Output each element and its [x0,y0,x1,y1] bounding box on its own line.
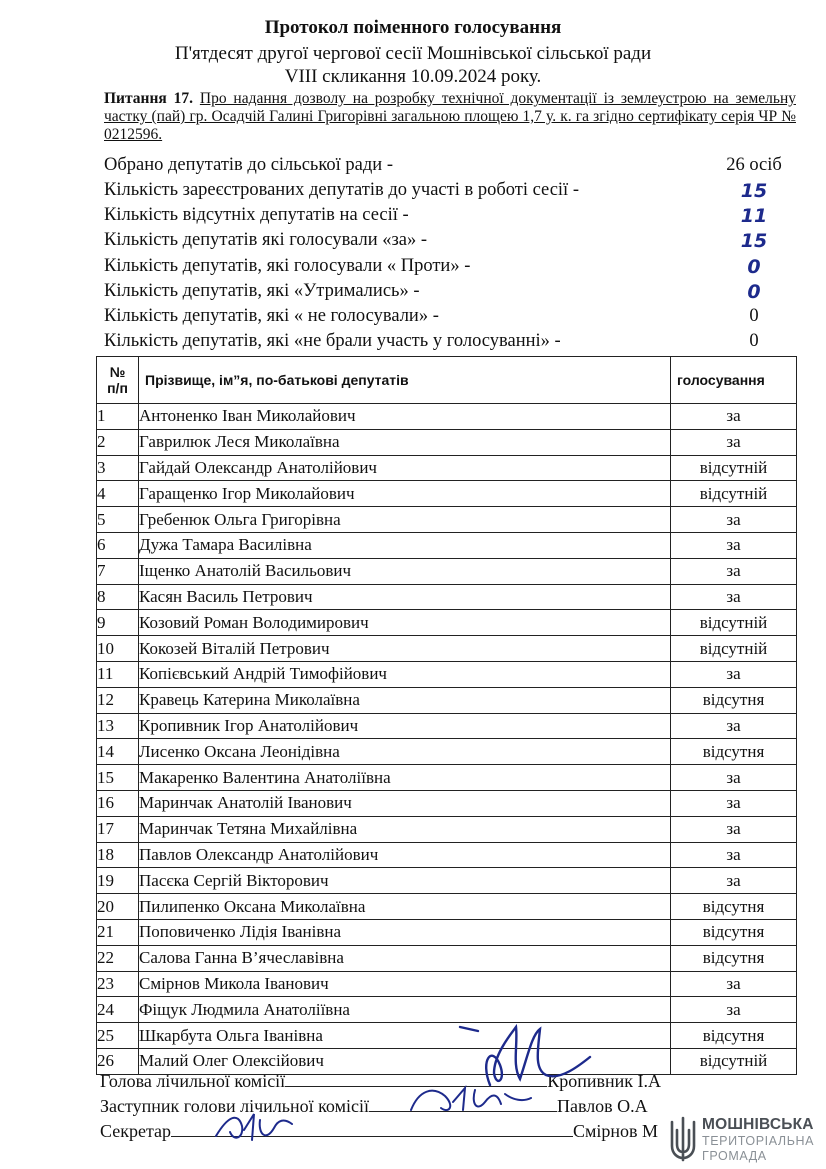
deputy-name: Лисенко Оксана Леонідівна [139,739,671,765]
column-header-name: Прізвище, ім”я, по-батькові депутатів [139,357,671,404]
table-row [97,790,797,816]
stat-label: Кількість депутатів, які «Утримались» - [104,281,420,301]
row-number: 10 [97,636,139,662]
stat-value: 0 [749,306,759,326]
stat-value-handwritten: 11 [740,205,768,227]
stat-row [104,281,804,305]
vote-result: за [671,661,797,687]
logo-line-3: ГРОМАДА [702,1149,767,1163]
stat-row [104,331,804,355]
deputy-signature-scribble [405,1080,535,1120]
convocation-date-line: VIII скликання 10.09.2024 року. [284,66,542,87]
table-row [97,584,797,610]
stat-label: Кількість депутатів, які голосували « Проти» - [104,256,471,276]
stat-label: Кількість депутатів, які «не брали участь у голосуванні» - [104,331,561,351]
stat-value: 0 [749,331,759,351]
deputy-name: Козовий Роман Володимирович [139,610,671,636]
deputy-name: Малий Олег Олексійович [139,1048,671,1074]
deputy-name: Поповиченко Лідія Іванівна [139,919,671,945]
deputy-name: Смірнов Микола Іванович [139,971,671,997]
stat-row [104,230,804,254]
deputy-name: Маринчак Анатолій Іванович [139,790,671,816]
table-header-row [97,357,797,404]
secretary-label: Секретар [100,1121,172,1141]
row-number: 2 [97,429,139,455]
vote-result: за [671,790,797,816]
deputy-name: Кокозей Віталій Петрович [139,636,671,662]
deputy-name: Шкарбута Ольга Іванівна [139,1023,671,1049]
stat-label: Кількість відсутніх депутатів на сесії - [104,205,409,225]
table-row [97,1023,797,1049]
deputy-name: Копієвський Андрій Тимофійович [139,661,671,687]
table-row [97,739,797,765]
vote-result: за [671,507,797,533]
table-row [97,455,797,481]
vote-result: відсутня [671,945,797,971]
row-number: 26 [97,1048,139,1074]
row-number: 4 [97,481,139,507]
deputy-name: Кравець Катерина Миколаївна [139,687,671,713]
vote-result: за [671,584,797,610]
stat-label: Кількість депутатів, які « не голосували» - [104,306,439,326]
table-row [97,765,797,791]
table-row [97,894,797,920]
vote-result: відсутній [671,610,797,636]
deputy-signature-line [100,1096,648,1117]
table-row [97,919,797,945]
stat-value-handwritten: 15 [740,230,768,252]
trident-icon [668,1116,698,1164]
row-number: 11 [97,661,139,687]
votes-table-body [97,404,797,1075]
column-header-vote: голосування [671,357,797,404]
deputy-name: Іщенко Анатолій Васильович [139,558,671,584]
row-number: 23 [97,971,139,997]
table-row [97,971,797,997]
row-number: 21 [97,919,139,945]
vote-result: відсутня [671,739,797,765]
vote-result: за [671,868,797,894]
table-row [97,868,797,894]
question-text: Про надання дозволу на розробку технічної документації із землеустрою на земельну частку (пай) гр. Осадчій Галині Григорівні загальною площею 1,7 у. к. га згідно сертифікату серія ЧР № 0212596. [104,90,796,143]
stat-label: Обрано депутатів до сільської ради - [104,155,393,175]
row-number: 24 [97,997,139,1023]
table-row [97,661,797,687]
deputy-name: Дужа Тамара Василівна [139,532,671,558]
table-row [97,532,797,558]
row-number: 20 [97,894,139,920]
votes-table [96,356,797,1075]
vote-result: за [671,997,797,1023]
row-number: 3 [97,455,139,481]
table-row [97,997,797,1023]
deputy-name: Кропивник Ігор Анатолійович [139,713,671,739]
question-label: Питання 17. [104,90,194,107]
table-row [97,507,797,533]
deputy-name: Пилипенко Оксана Миколаївна [139,894,671,920]
row-number: 18 [97,842,139,868]
deputy-name: Павлов Олександр Анатолійович [139,842,671,868]
table-row [97,945,797,971]
deputy-name: Пасєка Сергій Вікторович [139,868,671,894]
deputy-name: Макаренко Валентина Анатоліївна [139,765,671,791]
deputy-name: Маринчак Тетяна Михайлівна [139,816,671,842]
vote-result: відсутній [671,481,797,507]
stat-value-handwritten: 15 [740,180,768,202]
vote-result: відсутня [671,894,797,920]
table-row [97,558,797,584]
vote-result: відсутня [671,687,797,713]
row-number: 13 [97,713,139,739]
vote-result: відсутній [671,455,797,481]
row-number: 8 [97,584,139,610]
row-number: 12 [97,687,139,713]
table-row [97,842,797,868]
table-row [97,404,797,430]
stat-row [104,256,804,280]
deputy-label: Заступник голови лічильної комісії [100,1096,369,1116]
row-number: 6 [97,532,139,558]
deputy-name: Фіщук Людмила Анатоліївна [139,997,671,1023]
deputy-name: Салова Ганна В’ячеславівна [139,945,671,971]
deputy-name: Гайдай Олександр Анатолійович [139,455,671,481]
stat-row [104,180,804,204]
stat-label: Кількість депутатів які голосували «за» - [104,230,428,250]
vote-result: відсутній [671,1048,797,1074]
logo-line-1: МОШНІВСЬКА [702,1116,814,1133]
deputy-name: Гребенюк Ольга Григорівна [139,507,671,533]
deputy-name: Гаврилюк Леся Миколаївна [139,429,671,455]
stat-value: 26 осіб [726,155,782,175]
vote-result: відсутній [671,636,797,662]
row-number: 9 [97,610,139,636]
session-line: П'ятдесят другої чергової сесії Мошнівської сільської ради [174,43,652,64]
row-number: 19 [97,868,139,894]
chair-name: Кропивник І.А [547,1071,661,1091]
deputy-name: Гаращенко Ігор Миколайович [139,481,671,507]
deputy-name: Павлов О.А [556,1096,648,1116]
stat-row [104,205,804,229]
secretary-signature-line [100,1121,658,1142]
stat-value-handwritten: 0 [747,256,761,278]
table-row [97,429,797,455]
deputy-name: Антоненко Іван Миколайович [139,404,671,430]
vote-result: за [671,429,797,455]
stat-value-handwritten: 0 [747,281,761,303]
table-row [97,610,797,636]
row-number: 1 [97,404,139,430]
row-number: 7 [97,558,139,584]
row-number: 16 [97,790,139,816]
row-number: 25 [97,1023,139,1049]
stat-row [104,306,804,330]
vote-result: за [671,404,797,430]
row-number: 17 [97,816,139,842]
row-number: 14 [97,739,139,765]
vote-result: за [671,842,797,868]
stat-label: Кількість зареєстрованих депутатів до участі в роботі сесії - [104,180,579,200]
table-row [97,636,797,662]
table-row [97,687,797,713]
vote-result: за [671,713,797,739]
document-title: Протокол поіменного голосування [264,17,562,38]
stat-row [104,155,804,179]
vote-result: за [671,971,797,997]
vote-result: за [671,765,797,791]
vote-result: відсутня [671,1023,797,1049]
row-number: 22 [97,945,139,971]
logo-line-2: ТЕРИТОРІАЛЬНА [702,1134,815,1148]
community-logo [664,1112,826,1169]
vote-result: за [671,816,797,842]
table-row [97,816,797,842]
vote-result: відсутня [671,919,797,945]
table-row [97,481,797,507]
agenda-question [104,90,796,144]
secretary-signature-scribble [208,1108,298,1148]
vote-result: за [671,532,797,558]
chair-label: Голова лічильної комісії [100,1071,286,1091]
row-number: 15 [97,765,139,791]
secretary-name: Смірнов М [573,1121,659,1141]
column-header-number: № п/п [97,357,139,404]
vote-result: за [671,558,797,584]
table-row [97,713,797,739]
deputy-name: Касян Василь Петрович [139,584,671,610]
row-number: 5 [97,507,139,533]
